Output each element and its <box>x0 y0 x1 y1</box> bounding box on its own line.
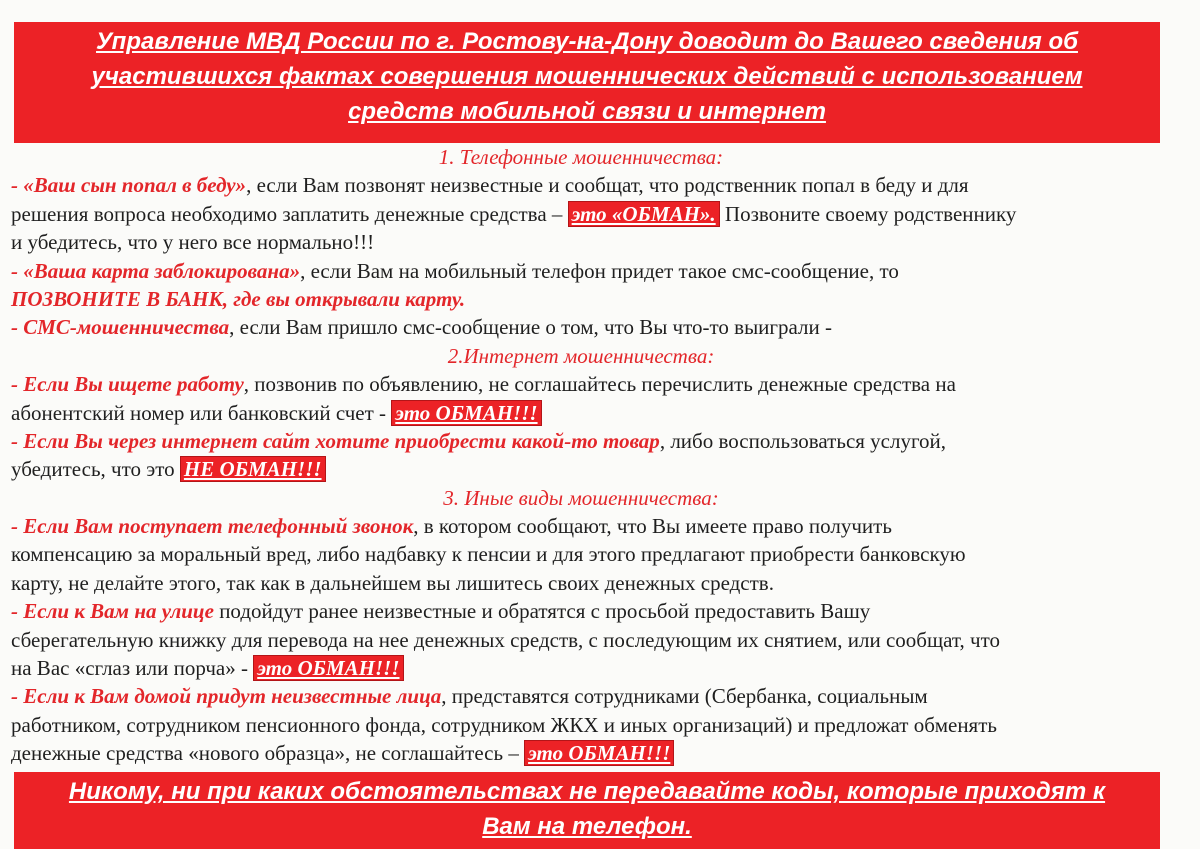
body-text: , представятся сотрудниками (Сбербанка, социальным <box>441 684 928 709</box>
body-text: , позвонив по объявлению, не соглашайтесь перечислить денежные средства на <box>243 372 956 397</box>
highlighted-text: - Если к Вам домой придут неизвестные лица <box>11 684 442 709</box>
body-text: Позвоните своему родственнику <box>719 201 1017 226</box>
body-text: убедитесь, что это <box>11 457 180 482</box>
text-line <box>11 200 1191 228</box>
text-line <box>11 171 1191 199</box>
footer-line: Никому, ни при каких обстоятельствах не передавайте коды, которые приходят к <box>68 778 1106 805</box>
header-line: средств мобильной связи и интернет <box>348 98 826 125</box>
section-heading <box>11 143 1191 171</box>
body-text: компенсацию за моральный вред, либо надбавку к пенсии и для этого предлагают приобрести банковскую <box>11 542 966 567</box>
heading-text: 1. Телефонные мошенничества: <box>438 145 724 169</box>
highlighted-text: - Если к Вам на улице <box>11 599 214 624</box>
text-line <box>11 399 1191 427</box>
highlighted-text: - «Ваш сын попал в беду» <box>11 173 247 198</box>
text-line <box>11 682 1191 710</box>
body-text: денежные средства «нового образца», не соглашайтесь – <box>11 741 525 766</box>
text-line <box>11 370 1191 398</box>
highlighted-text: - Если Вы через интернет сайт хотите приобрести какой-то товар <box>11 428 660 453</box>
text-line <box>11 427 1191 455</box>
section-heading <box>11 342 1191 370</box>
text-line <box>11 313 1191 341</box>
body-text: карту, не делайте этого, так как в дальнейшем вы лишитесь своих денежных средств. <box>11 570 774 595</box>
document-body <box>11 143 1191 768</box>
text-line <box>11 512 1191 540</box>
text-line <box>11 626 1191 654</box>
body-text: на Вас «сглаз или порча» - <box>11 656 254 681</box>
text-line <box>11 455 1191 483</box>
body-text: сберегательную книжку для перевода на нее денежных средств, с последующим их снятием, или сообщат, что <box>11 627 1000 652</box>
text-line <box>11 711 1191 739</box>
text-line <box>11 597 1191 625</box>
body-text: абонентский номер или банковский счет - <box>11 400 392 425</box>
header-line: Управление МВД России по г. Ростову-на-Дону доводит до Вашего сведения об <box>96 28 1078 55</box>
header-line: участившихся фактах совершения мошеннических действий с использованием <box>91 63 1083 90</box>
heading-text: 3. Иные виды мошенничества: <box>443 485 719 510</box>
body-text: , если Вам позвонят неизвестные и сообщат, что родственник попал в беду и для <box>246 173 969 198</box>
text-line <box>11 228 1191 256</box>
body-text: работником, сотрудником пенсионного фонда, сотрудником ЖКХ и иных организаций) и предложат обменять <box>11 712 997 737</box>
warning-badge: это ОБМАН!!! <box>391 400 541 426</box>
text-line <box>11 257 1191 285</box>
highlighted-text: ПОЗВОНИТЕ В БАНК, где вы открывали карту. <box>11 286 466 311</box>
text-line <box>11 569 1191 597</box>
body-text: , если Вам пришло смс-сообщение о том, что Вы что-то выиграли - <box>229 315 833 340</box>
warning-badge: это «ОБМАН». <box>568 201 720 227</box>
highlighted-text: - Если Вам поступает телефонный звонок <box>11 514 414 539</box>
body-text: , в котором сообщают, что Вы имеете право получить <box>413 514 892 539</box>
warning-badge: это ОБМАН!!! <box>253 655 403 681</box>
header-banner <box>14 22 1160 143</box>
warning-badge: НЕ ОБМАН!!! <box>180 456 326 482</box>
text-line <box>11 654 1191 682</box>
heading-text: 2.Интернет мошенничества: <box>447 343 715 368</box>
warning-badge: это ОБМАН!!! <box>524 740 674 766</box>
text-line <box>11 285 1191 313</box>
section-heading <box>11 484 1191 512</box>
text-line <box>11 739 1191 767</box>
footer-banner <box>14 772 1160 849</box>
footer-line: Вам на телефон. <box>482 813 692 840</box>
body-text: , если Вам на мобильный телефон придет такое смс-сообщение, то <box>300 258 899 283</box>
highlighted-text: - СМС-мошенничества <box>11 315 230 340</box>
body-text: подойдут ранее неизвестные и обратятся с просьбой предоставить Вашу <box>213 599 871 624</box>
body-text: и убедитесь, что у него все нормально!!! <box>11 230 375 255</box>
text-line <box>11 540 1191 568</box>
body-text: , либо воспользоваться услугой, <box>659 428 947 453</box>
highlighted-text: - Если Вы ищете работу <box>11 372 244 397</box>
highlighted-text: - «Ваша карта заблокирована» <box>11 258 301 283</box>
body-text: решения вопроса необходимо заплатить денежные средства – <box>11 201 568 226</box>
